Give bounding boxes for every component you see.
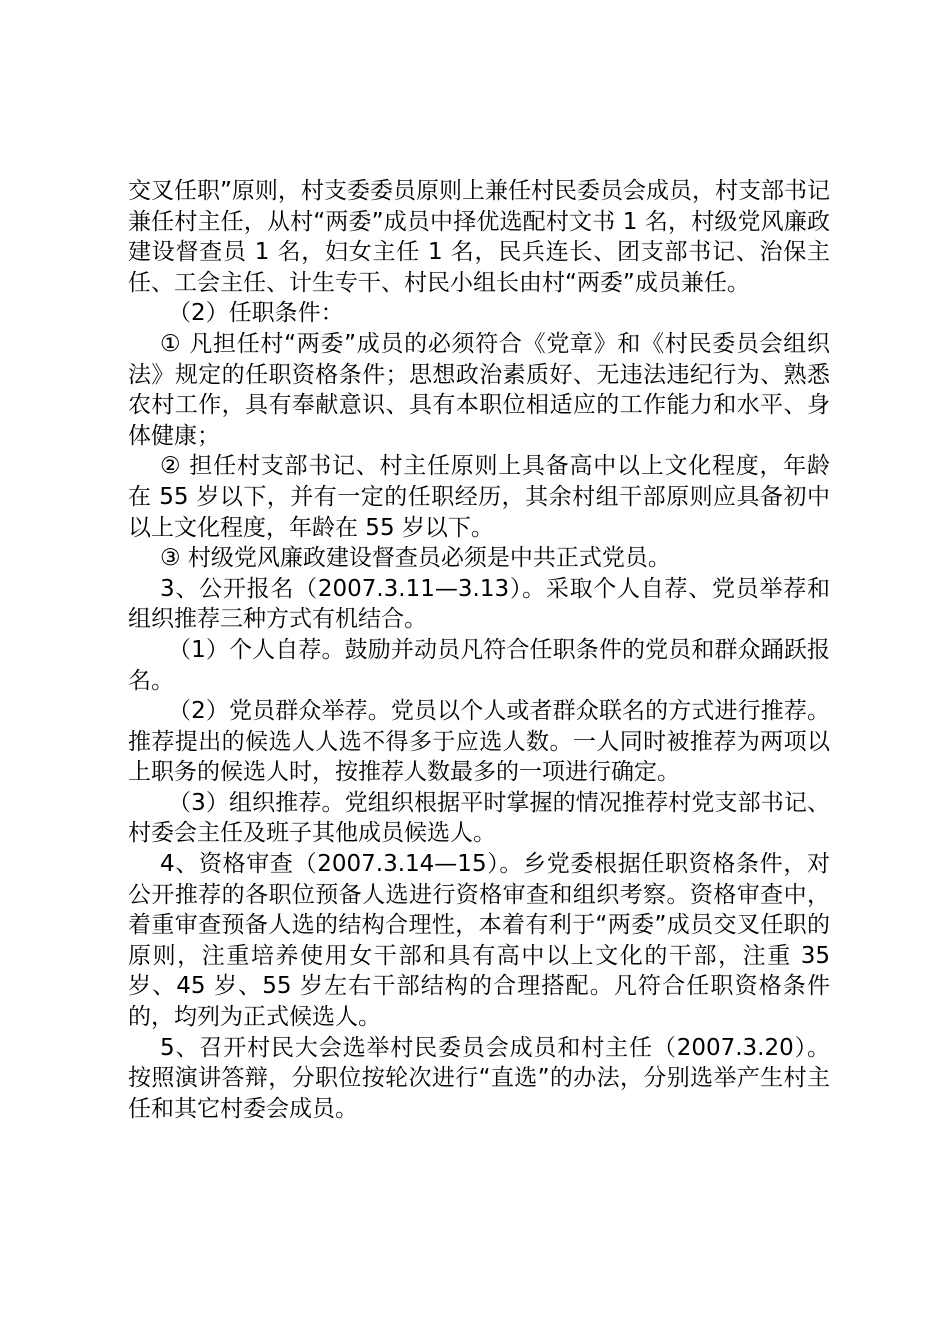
paragraph-qualification-review: 4、资格审查（2007.3.14—15）。乡党委根据任职资格条件，对公开推荐的各职位预备人选进行资格审查和组织考察。资格审查中，着重审查预备人选的结构合理性，本着有利于“两委”成员交叉任职的原则，注重培养使用女干部和具有高中以上文化的干部，注重 35 岁、45 岁、55 岁左右干部结构的合理搭配。凡符合任职资格条件的，均列为正式候选人。 bbox=[128, 851, 830, 1031]
paragraph-qualification-2: ② 担任村支部书记、村主任原则上具备高中以上文化程度，年龄在 55 岁以下，并有一定的任职经历，其余村组干部原则应具备初中以上文化程度，年龄在 55 岁以下。 bbox=[128, 453, 830, 541]
paragraph-qualification-3: ③ 村级党风廉政建设督查员必须是中共正式党员。 bbox=[160, 545, 671, 572]
paragraph-continuation: 交叉任职”原则，村支委委员原则上兼任村民委员会成员，村支部书记兼任村主任，从村“两委”成员中择优选配村文书 1 名，村级党风廉政建设督查员 1 名，妇女主任 1 名，民兵连长、团支部书记、治保主任、工会主任、计生专干、村民小组长由村“两委”成员兼任。 bbox=[128, 178, 830, 296]
paragraph-qualification-1: ① 凡担任村“两委”成员的必须符合《党章》和《村民委员会组织法》规定的任职资格条件；思想政治素质好、无违法违纪行为、熟悉农村工作，具有奉献意识、具有本职位相适应的工作能力和水平、身体健康； bbox=[128, 330, 830, 449]
paragraph-public-registration: 3、公开报名（2007.3.11—3.13）。采取个人自荐、党员举荐和组织推荐三种方式有机结合。 bbox=[128, 575, 830, 633]
paragraph-village-election: 5、召开村民大会选举村民委员会成员和村主任（2007.3.20）。按照演讲答辩，分职位按轮次进行“直选”的办法，分别选举产生村主任和其它村委会成员。 bbox=[128, 1034, 830, 1122]
paragraph-member-recommendation: （2）党员群众举荐。党员以个人或者群众联名的方式进行推荐。推荐提出的候选人人选不得多于应选人数。一人同时被推荐为两项以上职务的候选人时，按推荐人数最多的一项进行确定。 bbox=[128, 698, 830, 786]
document-body bbox=[128, 176, 830, 1124]
paragraph-organization-recommendation: （3）组织推荐。党组织根据平时掌握的情况推荐村党支部书记、村委会主任及班子其他成员候选人。 bbox=[128, 789, 830, 847]
paragraph-self-recommendation: （1）个人自荐。鼓励并动员凡符合任职条件的党员和群众踊跃报名。 bbox=[128, 636, 830, 694]
paragraph-qualifications-heading: （2）任职条件： bbox=[168, 300, 344, 327]
